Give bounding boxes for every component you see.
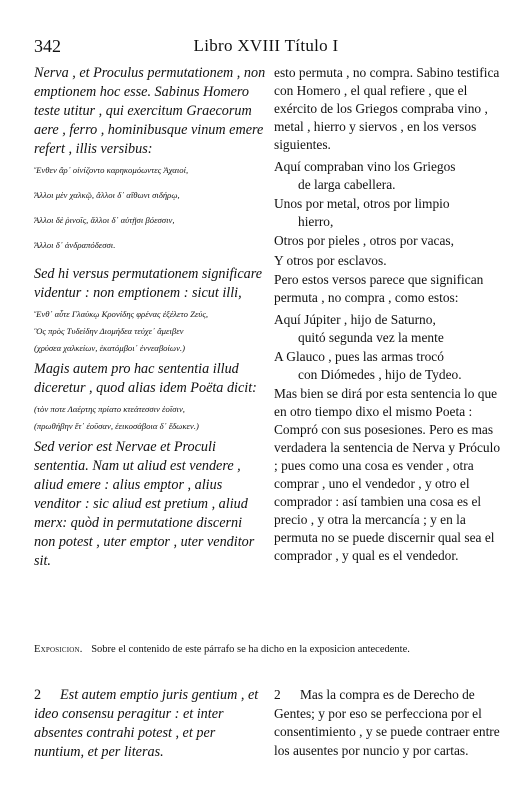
verse-text: Aquí compraban vino los Griegos [274,159,456,174]
section-number: 2 [34,687,42,703]
exposition-note [34,641,498,658]
greek-line: Ἄλλοι μὲν χαλκῷ, ἄλλοι δ᾽ αἴθωνι σιδήρῳ, [34,190,180,200]
spanish-column [274,64,502,569]
latin-paragraph-1: Nerva , et Proculus permutationem , non emptionem hoc esse. Sabinus Homero teste utitur , qui exercitum Graecorum aere , ferro , hominibusque vinum emere refert , illis versibus: [34,65,266,157]
verse-continuation: con Diómedes , hijo de Tydeo. [298,366,462,382]
spanish-verses-2 [274,311,502,383]
spanish-verses-1 [274,158,502,269]
verse-text: Y otros por esclavos. [274,252,387,268]
page-header [34,36,498,58]
greek-verses-1 [34,165,266,251]
section-2-latin [34,686,266,762]
verse-line [274,158,502,193]
verse-line [274,348,502,383]
spanish-paragraph-2: Pero estos versos parece que significan permuta , no compra , como estos: [274,272,484,305]
spanish-paragraph-1: esto permuta , no compra. Sabino testifica con Homero , el qual refiere , que el exército de los Griegos compraba vino , metal , hierro y siervos , en los versos siguientes. [274,65,500,152]
greek-line: (χρύσεα χαλκείων, ἑκατόμβοι᾽ ἐννεαβοίων.) [34,343,185,353]
verse-line [274,232,502,250]
verse-text: Unos por metal, otros por limpio [274,196,450,211]
latin-paragraph-4: Sed verior est Nervae et Proculi sententia. Nam ut aliud est vendere , aliud emere : alius emptor , alius venditor : sic aliud est pretium , aliud merx: quòd in permutatione discerni non potest , uter emptor , uter venditor sit. [34,439,255,569]
verse-continuation: de larga cabellera. [298,176,396,192]
verse-continuation: quitó segunda vez la mente [298,329,444,345]
note-label: Exposicion. [34,644,83,655]
section-2-spanish [274,686,502,760]
page-number: 342 [34,36,61,56]
greek-line: Ἔνθ᾽ αὖτε Γλαύκῳ Κρονίδης φρένας ἐξέλετο Ζεύς, [34,309,209,319]
verse-line [274,252,502,270]
greek-line: Ἄλλοι δὲ ῥινοῖς, ἄλλοι δ᾽ αὐτῇσι βόεσσιν, [34,215,175,225]
section-number: 2 [274,687,281,702]
note-text: Sobre el contenido de este párrafo se ha dicho en la exposicion antecedente. [91,644,410,655]
greek-verses-2 [34,309,266,354]
spanish-paragraph-3: Mas bien se dirá por esta sentencia lo que en otro tiempo dixo el mismo Poeta : Compró con sus posesiones. Pero es mas verdadera la sentencia de Nerva y Próculo ; pues como una cosa es vender , otra comprar , uno el vendedor , y otro el comprador : así tambien una cosa es el precio , y otra la mercancía ; y en la permuta no se puede discernir qual sea el comprador , y qual es el vendedor. [274,386,501,563]
latin-paragraph-3: Magis autem pro hac sententia illud diceretur , quod alias idem Poëta dicit: [34,361,257,396]
running-head: Libro XVIII Título I [193,36,339,55]
verse-text: A Glauco , pues las armas trocó [274,349,444,364]
greek-line: Ἔνθεν ἄρ᾽ οἰνίζοντο καρηκομόωντες Ἀχαιοί, [34,165,189,175]
greek-line: Ἄλλοι δ᾽ ἀνδραπόδεσσι. [34,240,116,250]
latin-paragraph-2: Sed hi versus permutationem significare videntur : non emptionem : sicut illi, [34,266,263,301]
latin-text: Est autem emptio juris gentium , et ideo consensu peragitur : et inter absentes contrahi potest , et per nuntium, et per literas. [34,687,259,760]
greek-verses-3 [34,404,266,432]
greek-line: (πρωθήβην ἔτ᾽ ἐοῦσαν, ἐεικοσάβοια δ᾽ ἔδωκεν.) [34,421,199,431]
greek-line: (τὸν ποτε Λαέρτης πρίατο κτεάτεσσιν ἑοῖσιν, [34,404,185,414]
verse-text: Otros por pieles , otros por vacas, [274,233,454,248]
verse-line [274,195,502,230]
verse-line [274,311,502,346]
latin-column [34,64,266,577]
spanish-text: Mas la compra es de Derecho de Gentes; y por eso se perfecciona por el consentimiento , y se puede contraer entre los ausentes por nuncio y por cartas. [274,687,500,758]
verse-text: Aquí Júpiter , hijo de Saturno, [274,312,436,327]
greek-line: Ὃς πρὸς Τυδείδην Διομήδεα τεύχε᾽ ἄμειβεν [34,326,184,336]
verse-continuation: hierro, [298,213,334,229]
